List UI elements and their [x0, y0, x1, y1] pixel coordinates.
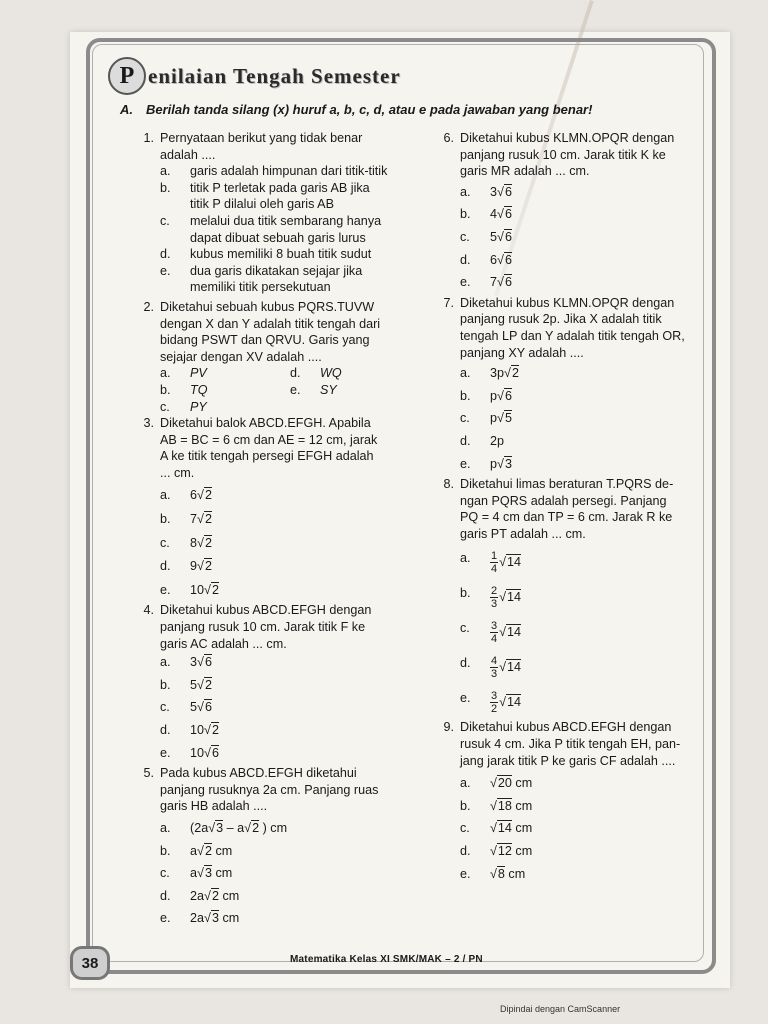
option-text: melalui dua titik sembarang hanya: [190, 213, 382, 228]
expression-part: ) cm: [259, 820, 288, 835]
answer-option[interactable]: [160, 365, 290, 382]
answer-option[interactable]: [460, 866, 700, 883]
option-letter: b.: [160, 677, 171, 692]
sqrt-sign: √: [490, 776, 497, 791]
option-text: TQ: [190, 382, 208, 397]
answer-option[interactable]: [460, 550, 700, 575]
answer-option[interactable]: [160, 910, 412, 927]
denominator: 3: [491, 668, 498, 681]
question-text: Diketahui limas beraturan T.PQRS de- ngan PQRS adalah persegi. Panjang PQ = 4 cm dan TP = 6 cm. Jarak R ke garis PT adalah ... cm.: [460, 477, 674, 541]
option-text: titik P dilalui oleh garis AB: [190, 197, 334, 212]
coefficient: 5: [190, 700, 198, 715]
option-text: kubus memiliki 8 buah titik sudut: [190, 247, 372, 262]
option-letter: d.: [160, 888, 171, 903]
radicand: 6: [504, 252, 512, 267]
left-column: [132, 130, 412, 927]
option-text: WQ: [320, 366, 342, 381]
radicand: 3: [216, 820, 224, 835]
option-letter: d.: [460, 252, 471, 267]
answer-option[interactable]: [160, 246, 412, 263]
title-initial: P: [108, 57, 146, 95]
sqrt-sign: √: [197, 535, 204, 550]
sqrt-sign: √: [504, 366, 511, 381]
question-7: [432, 295, 700, 472]
question-text: Pernyataan berikut yang tidak benar adalah ....: [160, 131, 363, 162]
coefficient: 10: [190, 582, 205, 597]
sqrt-sign: √: [497, 184, 504, 199]
option-letter: d.: [290, 366, 301, 381]
unit: cm: [504, 866, 526, 881]
radicand: 12: [497, 844, 512, 859]
sqrt-sign: √: [497, 456, 504, 471]
option-letter: e.: [290, 382, 301, 397]
sqrt-sign: √: [204, 745, 211, 760]
answer-option[interactable]: [160, 263, 412, 280]
sqrt-sign: √: [490, 844, 497, 859]
option-letter: a.: [160, 655, 171, 670]
option-letter: d.: [160, 247, 171, 262]
numerator: 4: [491, 655, 498, 668]
option-letter: e.: [460, 456, 471, 471]
answer-option[interactable]: [160, 279, 412, 296]
question-text: Diketahui kubus KLMN.OPQR dengan panjang rusuk 10 cm. Jarak titik K ke garis MR adalah ... cm.: [460, 131, 675, 179]
sqrt-sign: √: [204, 888, 211, 903]
radicand: 20: [497, 776, 512, 791]
answer-option[interactable]: [160, 382, 290, 399]
radicand: 3: [211, 911, 219, 926]
coefficient: 3p: [490, 366, 505, 381]
option-letter: e.: [460, 275, 471, 290]
denominator: 4: [491, 563, 498, 576]
radicand: 5: [504, 411, 512, 426]
answer-option[interactable]: [460, 433, 700, 450]
denominator: 4: [491, 633, 498, 646]
option-letter: c.: [460, 821, 470, 836]
sqrt-sign: √: [497, 229, 504, 244]
sqrt-sign: √: [197, 512, 204, 527]
question-number: 9.: [443, 720, 454, 735]
answer-option[interactable]: [160, 722, 412, 739]
option-list: [460, 775, 700, 882]
answer-option[interactable]: [160, 213, 412, 230]
expression-part: a: [190, 843, 198, 858]
question-text: Diketahui balok ABCD.EFGH. Apabila AB = BC = 6 cm dan AE = 12 cm, jarak A ke titik tengah persegi EFGH adalah ... cm.: [160, 416, 378, 480]
answer-option[interactable]: [290, 399, 420, 416]
radicand: 14: [507, 695, 522, 710]
sqrt-sign: √: [490, 866, 497, 881]
coefficient: p: [490, 456, 498, 471]
coefficient: 5: [490, 229, 498, 244]
option-list: [160, 820, 412, 927]
instruction-text: Berilah tanda silang (x) huruf a, b, c, d, atau e pada jawaban yang benar!: [146, 102, 593, 117]
sqrt-sign: √: [499, 625, 507, 640]
sqrt-sign: √: [204, 723, 211, 737]
section-instruction: [120, 102, 700, 117]
radicand: 14: [507, 625, 522, 640]
option-text: dua garis dikatakan sejajar jika: [190, 263, 363, 278]
question-5: [132, 765, 412, 927]
option-letter: a.: [160, 164, 171, 179]
question-text: Diketahui sebuah kubus PQRS.TUVW dengan X dan Y adalah titik tengah dari bidang PSWT dan QRVU. Garis yang sejajar dengan XV adalah ....: [160, 299, 381, 364]
option-text: dapat dibuat sebuah garis lurus: [190, 230, 366, 245]
answer-option[interactable]: [460, 229, 700, 246]
fraction: [490, 585, 498, 610]
sqrt-sign: √: [204, 582, 211, 597]
option-letter: b.: [160, 843, 171, 858]
unit: cm: [511, 844, 533, 859]
option-letter: d.: [460, 433, 471, 448]
answer-option[interactable]: [160, 535, 412, 552]
answer-option[interactable]: [460, 410, 700, 427]
fraction: [490, 690, 498, 715]
question-number: 5.: [143, 766, 154, 781]
answer-option[interactable]: [160, 699, 412, 716]
answer-option[interactable]: [160, 843, 412, 860]
radicand: 14: [497, 821, 512, 836]
answer-option[interactable]: [160, 180, 412, 197]
radicand: 2: [511, 366, 519, 381]
option-letter: a.: [460, 184, 471, 199]
answer-option[interactable]: [460, 655, 700, 680]
question-text: Diketahui kubus KLMN.OPQR dengan panjang rusuk 2p. Jika X adalah titik tengah LP dan Y adalah titik tengah OR, panjang XY adalah ....: [460, 295, 685, 360]
right-column: [432, 130, 700, 882]
coefficient: 9: [190, 559, 198, 574]
answer-option[interactable]: [160, 888, 412, 905]
answer-option[interactable]: [160, 582, 412, 599]
sqrt-sign: √: [197, 866, 204, 881]
numerator: 2: [491, 585, 498, 598]
sqrt-sign: √: [197, 559, 204, 574]
coefficient: 6: [190, 488, 198, 503]
answer-option[interactable]: [460, 365, 700, 382]
coefficient: 4: [490, 207, 498, 222]
option-grid: [160, 365, 412, 415]
question-8: [432, 476, 700, 715]
question-3: [132, 415, 412, 598]
sqrt-sign: √: [197, 655, 204, 670]
coefficient: 10: [190, 723, 205, 737]
option-text: SY: [320, 382, 337, 397]
sqrt-sign: √: [204, 911, 211, 926]
answer-option[interactable]: [160, 196, 412, 213]
section-label: A.: [120, 102, 133, 117]
radicand: 8: [497, 866, 505, 881]
option-letter: a.: [460, 776, 471, 791]
radicand: 6: [204, 655, 212, 670]
unit: cm: [511, 798, 533, 813]
sqrt-sign: √: [497, 411, 504, 426]
option-list: [160, 163, 412, 296]
question-text: Pada kubus ABCD.EFGH diketahui panjang rusuknya 2a cm. Panjang ruas garis HB adalah ....: [160, 766, 379, 814]
title-text: enilaian Tengah Semester: [148, 63, 401, 88]
answer-option[interactable]: [460, 585, 700, 610]
expression-part: cm: [218, 911, 240, 926]
denominator: 3: [491, 598, 498, 611]
radicand: 6: [504, 229, 512, 244]
radicand: 2: [204, 843, 212, 858]
sqrt-sign: √: [497, 388, 504, 403]
radicand: 2: [204, 677, 212, 692]
answer-option[interactable]: [160, 558, 412, 575]
radicand: 2: [204, 559, 212, 574]
coefficient: 2p: [490, 433, 505, 448]
question-2: [132, 299, 412, 415]
denominator: 2: [491, 703, 498, 716]
answer-option[interactable]: [460, 252, 700, 269]
option-letter: d.: [460, 844, 471, 859]
answer-option[interactable]: [160, 865, 412, 882]
numerator: 1: [491, 550, 498, 563]
radicand: 2: [211, 723, 219, 737]
option-letter: c.: [160, 700, 170, 715]
option-letter: b.: [160, 180, 171, 195]
option-list: [460, 550, 700, 715]
option-letter: c.: [160, 399, 170, 414]
answer-option[interactable]: [160, 399, 290, 416]
coefficient: p: [490, 388, 498, 403]
expression-part: cm: [218, 888, 240, 903]
option-letter: e.: [160, 263, 171, 278]
sqrt-sign: √: [197, 700, 204, 715]
option-letter: a.: [160, 488, 171, 503]
coefficient: 7: [490, 275, 498, 290]
expression-part: 2a: [190, 888, 205, 903]
option-text: PV: [190, 366, 207, 381]
radicand: 6: [204, 700, 212, 715]
radicand: 3: [204, 866, 212, 881]
question-number: 8.: [443, 477, 454, 492]
option-letter: b.: [460, 388, 471, 403]
option-letter: b.: [460, 798, 471, 813]
option-letter: b.: [460, 586, 471, 601]
sqrt-sign: √: [499, 590, 507, 605]
answer-option[interactable]: [160, 230, 412, 247]
coefficient: 5: [190, 677, 198, 692]
coefficient: 10: [190, 745, 205, 760]
question-6: [432, 130, 700, 291]
answer-option[interactable]: [160, 654, 412, 671]
answer-option[interactable]: [160, 487, 412, 504]
option-letter: d.: [160, 723, 171, 737]
radicand: 6: [211, 745, 219, 760]
radicand: 2: [252, 820, 260, 835]
answer-option[interactable]: [460, 456, 700, 473]
radicand: 2: [204, 535, 212, 550]
option-letter: c.: [160, 535, 170, 550]
answer-option[interactable]: [460, 184, 700, 201]
answer-option[interactable]: [460, 798, 700, 815]
sqrt-sign: √: [497, 207, 504, 222]
option-text: memiliki titik persekutuan: [190, 280, 331, 295]
fraction: [490, 550, 498, 575]
page-footer: [70, 946, 710, 974]
expression-part: – a: [223, 820, 245, 835]
question-number: 4.: [143, 603, 154, 618]
option-list: [160, 487, 412, 598]
footer-text: Matematika Kelas XI SMK/MAK – 2 / PN: [290, 954, 483, 965]
option-letter: b.: [460, 207, 471, 222]
coefficient: p: [490, 411, 498, 426]
question-4: [132, 602, 412, 761]
option-letter: e.: [460, 691, 471, 706]
question-text: Diketahui kubus ABCD.EFGH dengan panjang rusuk 10 cm. Jarak titik F ke garis AC adalah ... cm.: [160, 603, 372, 651]
option-letter: d.: [460, 656, 471, 671]
sqrt-sign: √: [244, 820, 252, 835]
option-letter: b.: [160, 382, 171, 397]
option-letter: e.: [160, 911, 171, 926]
radicand: 6: [504, 275, 512, 290]
radicand: 2: [204, 512, 212, 527]
radicand: 6: [504, 388, 512, 403]
answer-option[interactable]: [460, 206, 700, 223]
answer-option[interactable]: [160, 511, 412, 528]
option-text: PY: [190, 399, 207, 414]
option-letter: a.: [160, 366, 171, 381]
radicand: 2: [211, 582, 219, 597]
option-letter: b.: [160, 512, 171, 527]
radicand: 14: [507, 555, 522, 570]
coefficient: 7: [190, 512, 198, 527]
option-letter: c.: [160, 866, 170, 881]
coefficient: 3: [190, 655, 198, 670]
option-letter: a.: [460, 551, 471, 566]
sqrt-sign: √: [197, 677, 204, 692]
sqrt-sign: √: [499, 660, 507, 675]
sqrt-sign: √: [497, 275, 504, 290]
answer-option[interactable]: [460, 274, 700, 291]
answer-option[interactable]: [160, 677, 412, 694]
answer-option[interactable]: [290, 365, 420, 382]
fraction: [490, 620, 498, 645]
sqrt-sign: √: [490, 821, 497, 836]
radicand: 2: [211, 888, 219, 903]
sqrt-sign: √: [208, 820, 216, 835]
question-text: Diketahui kubus ABCD.EFGH dengan rusuk 4 cm. Jika P titik tengah EH, pan- jang jarak titik P ke garis CF adalah ....: [460, 720, 681, 768]
option-letter: a.: [160, 820, 171, 835]
sqrt-sign: √: [197, 488, 204, 503]
answer-option[interactable]: [460, 388, 700, 405]
option-letter: e.: [460, 866, 471, 881]
option-letter: c.: [460, 621, 470, 636]
question-number: 6.: [443, 131, 454, 145]
answer-option[interactable]: [460, 820, 700, 837]
sqrt-sign: √: [499, 555, 507, 570]
expression-part: a: [190, 866, 198, 881]
fraction: [490, 655, 498, 680]
question-number: 2.: [143, 299, 154, 314]
expression-part: (2a: [190, 820, 209, 835]
scanner-watermark: Dipindai dengan CamScanner: [500, 1004, 621, 1014]
answer-option[interactable]: [460, 690, 700, 715]
radicand: 6: [504, 207, 512, 222]
option-letter: c.: [460, 411, 470, 426]
option-letter: d.: [160, 559, 171, 574]
unit: cm: [511, 821, 533, 836]
option-text: garis adalah himpunan dari titik-titik: [190, 164, 388, 179]
radicand: 14: [507, 590, 522, 605]
option-letter: c.: [160, 213, 170, 228]
option-list: [460, 365, 700, 472]
option-letter: c.: [460, 229, 470, 244]
option-text: titik P terletak pada garis AB jika: [190, 180, 370, 195]
sqrt-sign: √: [497, 252, 504, 267]
page-number: 38: [70, 946, 110, 980]
radicand: 2: [204, 488, 212, 503]
option-letter: e.: [160, 582, 171, 597]
radicand: 14: [507, 660, 522, 675]
question-9: [432, 719, 700, 882]
sqrt-sign: √: [490, 798, 497, 813]
option-list: [460, 184, 700, 291]
radicand: 6: [504, 184, 512, 199]
answer-option[interactable]: [460, 843, 700, 860]
numerator: 3: [491, 620, 498, 633]
answer-option[interactable]: [460, 775, 700, 792]
option-list: [160, 654, 412, 761]
unit: cm: [511, 776, 533, 791]
answer-option[interactable]: [290, 382, 420, 399]
answer-option[interactable]: [460, 620, 700, 645]
coefficient: 3: [490, 184, 498, 199]
answer-option[interactable]: [160, 820, 412, 837]
sqrt-sign: √: [499, 695, 507, 710]
sqrt-sign: √: [197, 843, 204, 858]
question-number: 1.: [143, 131, 154, 145]
numerator: 3: [491, 690, 498, 703]
expression-part: cm: [211, 843, 233, 858]
question-1: [132, 130, 412, 296]
radicand: 18: [497, 798, 512, 813]
expression-part: 2a: [190, 911, 205, 926]
question-number: 7.: [443, 295, 454, 310]
option-letter: e.: [160, 745, 171, 760]
answer-option[interactable]: [160, 163, 412, 180]
coefficient: 8: [190, 535, 198, 550]
option-letter: a.: [460, 366, 471, 381]
radicand: 3: [504, 456, 512, 471]
answer-option[interactable]: [160, 745, 412, 762]
expression-part: cm: [211, 866, 233, 881]
coefficient: 6: [490, 252, 498, 267]
page-title: [108, 58, 401, 94]
question-number: 3.: [143, 416, 154, 431]
